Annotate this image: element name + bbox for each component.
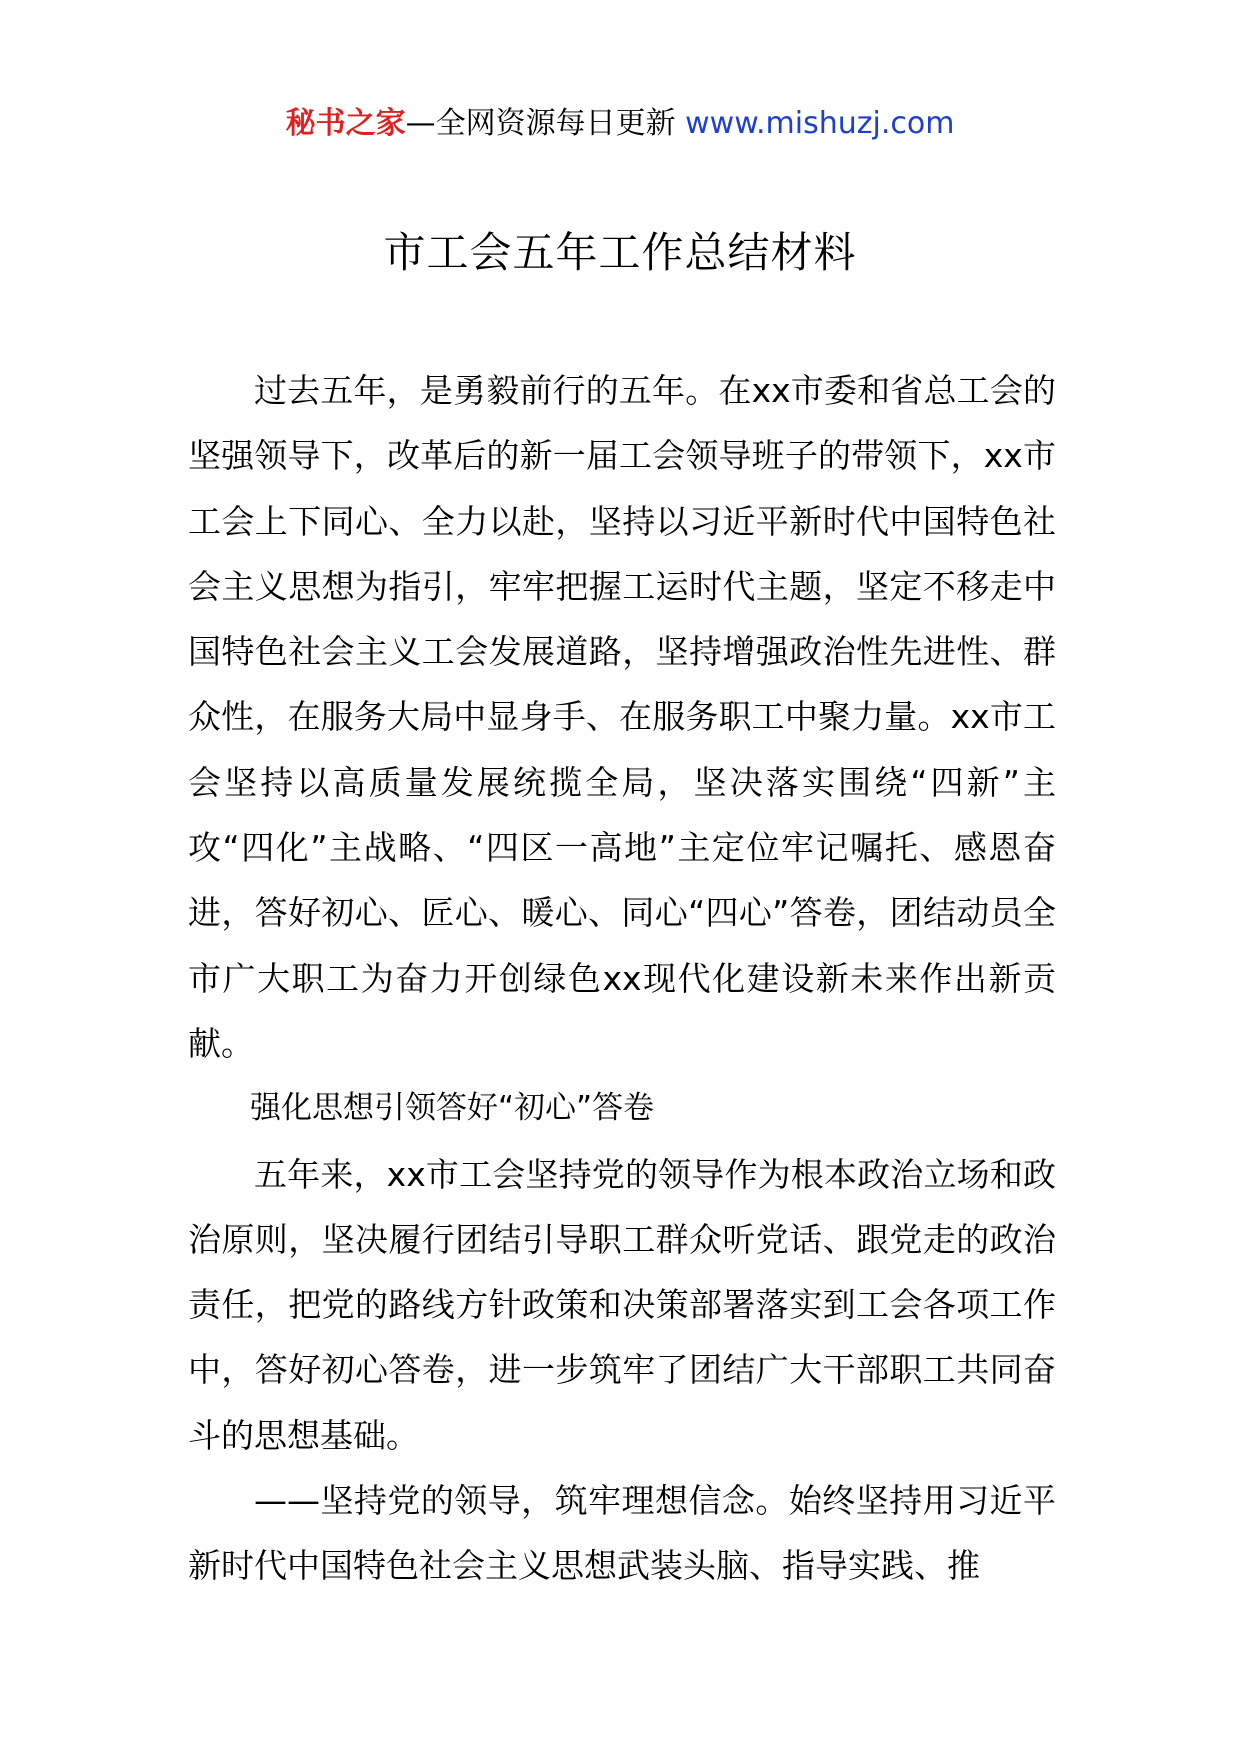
section-heading: 强化思想引领答好“初心”答卷 [250, 1090, 655, 1127]
brand-name: 秘书之家 [285, 106, 406, 141]
body-paragraph: 五年来，xx市工会坚持党的领导作为根本政治立场和政治原则，坚决履行团结引导职工群众听党话、跟党走的政治责任，把党的路线方针政策和决策部署落实到工会各项工作中，答好初心答卷，进一步筑牢了团结广大干部职工共同奋斗的思想基础。 [188, 1154, 1056, 1455]
document-title: 市工会五年工作总结材料 [383, 228, 857, 277]
header-tagline: —全网资源每日更新 [405, 106, 686, 141]
body-paragraph: ——坚持党的领导，筑牢理想信念。始终坚持用习近平新时代中国特色社会主义思想武装头脑、指导实践、推 [188, 1481, 1056, 1586]
intro-paragraph: 过去五年，是勇毅前行的五年。在xx市委和省总工会的坚强领导下，改革后的新一届工会领导班子的带领下，xx市工会上下同心、全力以赴，坚持以习近平新时代中国特色社会主义思想为指引，牢牢把握工运时代主题，坚定不移走中国特色社会主义工会发展道路，坚持增强政治性先进性、群众性，在服务大局中显身手、在服务职工中聚力量。xx市工会坚持以高质量发展统揽全局，坚决落实围绕“四新”主攻“四化”主战略、“四区一高地”主定位牢记嘱托、感恩奋进，答好初心、匠心、暖心、同心“四心”答卷，团结动员全市广大职工为奋力开创绿色xx现代化建设新未来作出新贡献。 [188, 371, 1056, 1063]
document-body [188, 358, 1056, 1599]
site-url-link[interactable]: www.mishuzj.com [685, 106, 955, 141]
site-header [0, 104, 1240, 144]
